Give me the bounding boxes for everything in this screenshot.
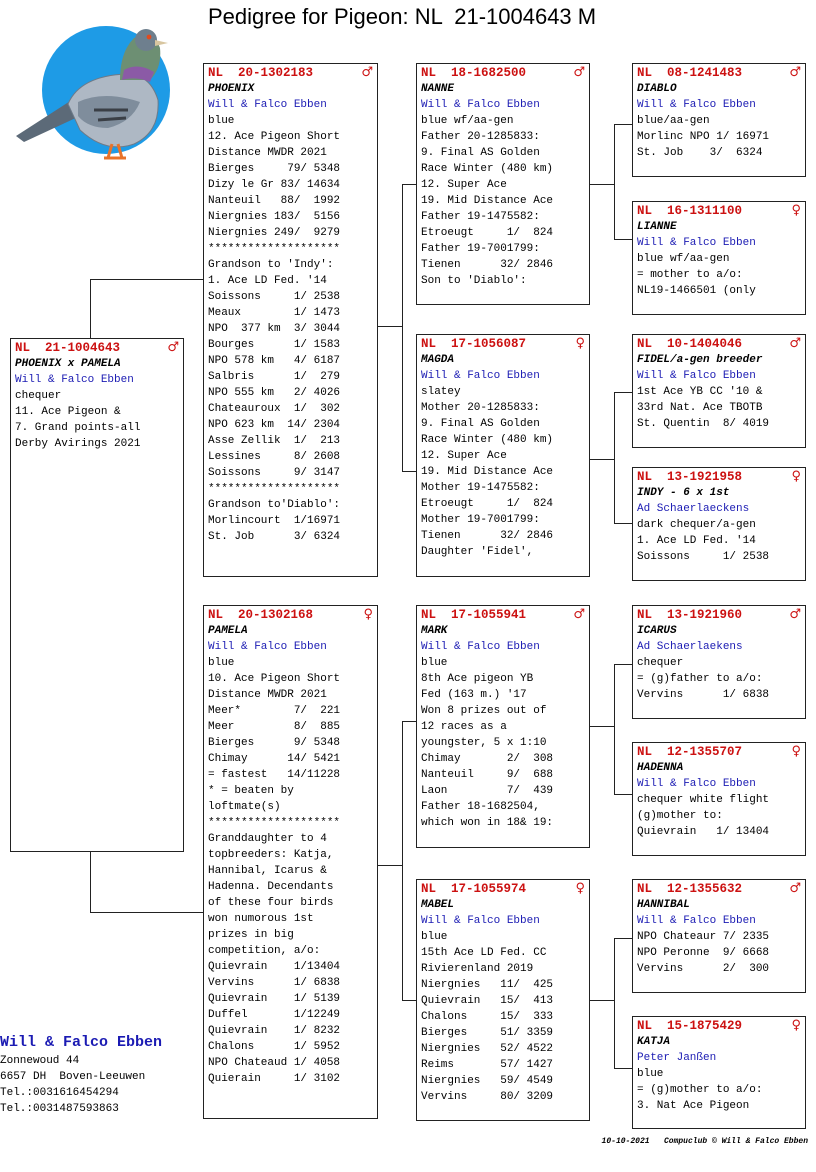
ring-number: NL 17-1055941	[421, 608, 527, 622]
detail-line: NPO Peronne 9/ 6668	[637, 947, 770, 959]
pigeon-name: INDY - 6 x 1st	[637, 487, 730, 499]
detail-line: Vervins 80/ 3209	[421, 1091, 554, 1103]
connector-line	[90, 279, 204, 280]
owner-phone-2: Tel.:0031487593863	[0, 1103, 119, 1115]
connector-line	[614, 392, 615, 524]
detail-line: = mother to a/o:	[637, 269, 743, 281]
detail-line: Soissons 1/ 2538	[637, 551, 770, 563]
ring-number: NL 16-1311100	[637, 204, 743, 218]
breeder-name: Will & Falco Ebben	[208, 99, 327, 111]
footer-credit: Compuclub © Will & Falco Ebben	[663, 1137, 808, 1146]
detail-line: topbreeders: Katja,	[208, 849, 334, 861]
detail-line: 12 races as a	[421, 721, 507, 733]
detail-line: blue wf/aa-gen	[421, 115, 514, 127]
detail-line: Distance MWDR 2021	[208, 147, 327, 159]
pigeon-name: HADENNA	[637, 762, 684, 774]
owner-block	[0, 1033, 162, 1117]
detail-line: Meer* 7/ 221	[208, 705, 341, 717]
detail-line: blue	[421, 657, 448, 669]
detail-line: loftmate(s)	[208, 801, 281, 813]
pigeon-name: MABEL	[421, 899, 455, 911]
connector-line	[614, 938, 615, 1069]
detail-line: Niergnies 11/ 425	[421, 979, 554, 991]
detail-line: blue/aa-gen	[637, 115, 710, 127]
detail-line: Race Winter (480 km)	[421, 434, 554, 446]
detail-line: ********************	[208, 483, 341, 495]
detail-line: Asse Zellik 1/ 213	[208, 435, 341, 447]
pedigree-box-subject	[10, 338, 184, 852]
detail-line: Etroeugt 1/ 824	[421, 227, 554, 239]
detail-line: Derby Avirings 2021	[15, 438, 141, 450]
detail-line: St. Job 3/ 6324	[637, 147, 763, 159]
detail-line: NL19-1466501 (only	[637, 285, 756, 297]
detail-line: Quievrain 1/ 8232	[208, 1025, 341, 1037]
detail-line: NPO 578 km 4/ 6187	[208, 355, 341, 367]
male-icon: ♂	[573, 607, 585, 622]
breeder-name: Will & Falco Ebben	[637, 237, 756, 249]
box-header	[417, 64, 589, 81]
detail-line: Bourges 1/ 1583	[208, 339, 341, 351]
owner-phone-1: Tel.:0031616454294	[0, 1087, 119, 1099]
detail-line: 1. Ace LD Fed. '14	[637, 535, 756, 547]
detail-line: Niergnies 59/ 4549	[421, 1075, 554, 1087]
connector-line	[614, 124, 615, 240]
detail-line: 33rd Nat. Ace TBOTB	[637, 402, 763, 414]
ring-number: NL 10-1404046	[637, 337, 743, 351]
detail-line: Duffel 1/12249	[208, 1009, 341, 1021]
detail-line: Mother 19-7001799:	[421, 514, 540, 526]
detail-line: blue	[208, 657, 235, 669]
detail-line: NPO 555 km 2/ 4026	[208, 387, 341, 399]
detail-line: prizes in big	[208, 929, 294, 941]
detail-line: St. Job 3/ 6324	[208, 531, 341, 543]
detail-line: 19. Mid Distance Ace	[421, 466, 554, 478]
connector-line	[402, 1000, 417, 1001]
detail-line: = (g)mother to a/o:	[637, 1084, 763, 1096]
connector-line	[90, 912, 204, 913]
pigeon-name: NANNE	[421, 83, 455, 95]
ring-number: NL 20-1302168	[208, 608, 314, 622]
breeder-name: Will & Falco Ebben	[637, 370, 756, 382]
detail-line: Bierges 9/ 5348	[208, 737, 341, 749]
connector-line	[402, 721, 417, 722]
pedigree-box-sd-sire	[632, 334, 806, 448]
detail-line: youngster, 5 x 1:10	[421, 737, 547, 749]
breeder-name: Ad Schaerlaeckens	[637, 503, 750, 515]
ring-number: NL 12-1355707	[637, 745, 743, 759]
connector-line	[377, 865, 403, 866]
box-header	[417, 606, 589, 623]
detail-line: Vervins 2/ 300	[637, 963, 770, 975]
detail-line: 12. Super Ace	[421, 450, 507, 462]
ring-number: NL 08-1241483	[637, 66, 743, 80]
detail-line: Soissons 9/ 3147	[208, 467, 341, 479]
box-header	[633, 468, 805, 485]
connector-line	[589, 184, 615, 185]
breeder-name: Will & Falco Ebben	[421, 915, 540, 927]
pedigree-box-ss-sire	[632, 63, 806, 177]
ring-number: NL 15-1875429	[637, 1019, 743, 1033]
pedigree-box-ds-dam	[632, 742, 806, 856]
detail-line: of these four birds	[208, 897, 334, 909]
connector-line	[614, 239, 633, 240]
breeder-name: Will & Falco Ebben	[637, 778, 756, 790]
detail-line: Chalons 15/ 333	[421, 1011, 554, 1023]
breeder-name: Will & Falco Ebben	[637, 915, 756, 927]
pedigree-box-dam-dam	[416, 879, 590, 1121]
pedigree-box-sd-dam	[632, 467, 806, 581]
female-icon: ♀	[791, 1018, 801, 1033]
pedigree-box-sire	[203, 63, 378, 577]
detail-line: 15th Ace LD Fed. CC	[421, 947, 547, 959]
breeder-name: Will & Falco Ebben	[15, 374, 134, 386]
detail-line: 12. Super Ace	[421, 179, 507, 191]
detail-line: Niergnies 249/ 9279	[208, 227, 341, 239]
detail-line: chequer	[637, 657, 684, 669]
breeder-name: Will & Falco Ebben	[421, 370, 540, 382]
detail-line: Father 19-7001799:	[421, 243, 540, 255]
detail-line: ********************	[208, 243, 341, 255]
detail-line: Niergnies 52/ 4522	[421, 1043, 554, 1055]
breeder-name: Will & Falco Ebben	[421, 99, 540, 111]
detail-line: dark chequer/a-gen	[637, 519, 756, 531]
owner-postcode-city: 6657 DH Boven-Leeuwen	[0, 1071, 146, 1083]
male-icon: ♂	[789, 65, 801, 80]
box-header	[417, 880, 589, 897]
detail-line: NPO Chateaur 7/ 2335	[637, 931, 770, 943]
pigeon-name: MAGDA	[421, 354, 455, 366]
detail-line: ********************	[208, 817, 341, 829]
detail-line: Nanteuil 88/ 1992	[208, 195, 341, 207]
pedigree-box-sire-dam	[416, 334, 590, 577]
detail-line: Chimay 2/ 308	[421, 753, 554, 765]
detail-line: Quievrain 15/ 413	[421, 995, 554, 1007]
ring-number: NL 13-1921958	[637, 470, 743, 484]
detail-line: slatey	[421, 386, 461, 398]
detail-line: blue	[637, 1068, 664, 1080]
pigeon-name: KATJA	[637, 1036, 671, 1048]
connector-line	[614, 664, 633, 665]
detail-line: Father 19-1475582:	[421, 211, 540, 223]
pigeon-name: DIABLO	[637, 83, 677, 95]
pigeon-name: FIDEL/a-gen breeder	[637, 354, 763, 366]
detail-line: = (g)father to a/o:	[637, 673, 763, 685]
detail-line: Meer 8/ 885	[208, 721, 341, 733]
box-header	[633, 606, 805, 623]
connector-line	[614, 664, 615, 795]
pigeon-beak-icon	[155, 40, 168, 46]
owner-address: Zonnewoud 44	[0, 1055, 80, 1067]
male-icon: ♂	[167, 340, 179, 355]
detail-line: Chateauroux 1/ 302	[208, 403, 341, 415]
page-title: Pedigree for Pigeon: NL 21-1004643 M	[208, 4, 597, 29]
detail-line: won numorous 1st	[208, 913, 314, 925]
detail-line: 1. Ace LD Fed. '14	[208, 275, 327, 287]
pedigree-box-dam-sire	[416, 605, 590, 848]
ring-number: NL 13-1921960	[637, 608, 743, 622]
detail-line: Rivierenland 2019	[421, 963, 534, 975]
detail-line: Mother 20-1285833:	[421, 402, 540, 414]
detail-line: Vervins 1/ 6838	[637, 689, 770, 701]
pigeon-logo	[8, 18, 178, 163]
detail-line: Meaux 1/ 1473	[208, 307, 341, 319]
detail-line: NPO 623 km 14/ 2304	[208, 419, 341, 431]
ring-number: NL 18-1682500	[421, 66, 527, 80]
detail-line: Father 18-1682504,	[421, 801, 540, 813]
detail-line: competition, a/o:	[208, 945, 321, 957]
detail-line: which won in 18& 19:	[421, 817, 554, 829]
detail-line: (g)mother to:	[637, 810, 723, 822]
owner-name: Will & Falco Ebben	[0, 1034, 163, 1051]
box-header	[633, 335, 805, 352]
detail-line: Grandson to'Diablo':	[208, 499, 341, 511]
pedigree-box-ss-dam	[632, 201, 806, 315]
detail-line: = fastest 14/11228	[208, 769, 341, 781]
footer-date: 10-10-2021	[601, 1137, 650, 1146]
detail-line: Morlinc NPO 1/ 16971	[637, 131, 770, 143]
detail-line: Dizy le Gr 83/ 14634	[208, 179, 341, 191]
detail-line: Reims 57/ 1427	[421, 1059, 554, 1071]
connector-line	[589, 1000, 615, 1001]
detail-line: Father 20-1285833:	[421, 131, 540, 143]
ring-number: NL 21-1004643	[15, 341, 121, 355]
detail-line: Niergnies 183/ 5156	[208, 211, 341, 223]
detail-line: Quierain 1/ 3102	[208, 1073, 341, 1085]
breeder-name: Peter Janßen	[637, 1052, 717, 1064]
detail-line: 3. Nat Ace Pigeon	[637, 1100, 750, 1112]
ring-number: NL 17-1055974	[421, 882, 527, 896]
detail-line: Lessines 8/ 2608	[208, 451, 341, 463]
box-header	[633, 202, 805, 219]
pedigree-box-dam	[203, 605, 378, 1119]
ring-number: NL 20-1302183	[208, 66, 314, 80]
ring-number: NL 17-1056087	[421, 337, 527, 351]
pigeon-name: MARK	[421, 625, 448, 637]
detail-line: Tienen 32/ 2846	[421, 259, 554, 271]
detail-line: 12. Ace Pigeon Short	[208, 131, 341, 143]
connector-line	[614, 1068, 633, 1069]
male-icon: ♂	[361, 65, 373, 80]
pedigree-box-dd-sire	[632, 879, 806, 993]
male-icon: ♂	[789, 881, 801, 896]
pigeon-name: PHOENIX x PAMELA	[15, 358, 121, 370]
pedigree-box-ds-sire	[632, 605, 806, 719]
detail-line: Distance MWDR 2021	[208, 689, 327, 701]
detail-line: Tienen 32/ 2846	[421, 530, 554, 542]
detail-line: Etroeugt 1/ 824	[421, 498, 554, 510]
detail-line: 8th Ace pigeon YB	[421, 673, 534, 685]
detail-line: Race Winter (480 km)	[421, 163, 554, 175]
detail-line: St. Quentin 8/ 4019	[637, 418, 770, 430]
breeder-name: Will & Falco Ebben	[208, 641, 327, 653]
breeder-name: Ad Schaerlaekens	[637, 641, 743, 653]
pedigree-box-sire-sire	[416, 63, 590, 305]
detail-line: 19. Mid Distance Ace	[421, 195, 554, 207]
male-icon: ♂	[789, 607, 801, 622]
detail-line: 11. Ace Pigeon &	[15, 406, 121, 418]
detail-line: blue	[421, 931, 448, 943]
male-icon: ♂	[573, 65, 585, 80]
detail-line: blue	[208, 115, 235, 127]
detail-line: Granddaughter to 4	[208, 833, 327, 845]
detail-line: Laon 7/ 439	[421, 785, 554, 797]
detail-line: Quievrain 1/ 13404	[637, 826, 770, 838]
pigeon-name: HANNIBAL	[637, 899, 690, 911]
box-header	[417, 335, 589, 352]
detail-line: Quievrain 1/13404	[208, 961, 341, 973]
detail-line: Salbris 1/ 279	[208, 371, 341, 383]
connector-line	[614, 392, 633, 393]
connector-line	[614, 523, 633, 524]
connector-line	[614, 794, 633, 795]
pigeon-name: PHOENIX	[208, 83, 255, 95]
detail-line: Nanteuil 9/ 688	[421, 769, 554, 781]
detail-line: Bierges 79/ 5348	[208, 163, 341, 175]
detail-line: chequer white flight	[637, 794, 770, 806]
pigeon-name: LIANNE	[637, 221, 677, 233]
box-header	[204, 64, 377, 81]
female-icon: ♀	[363, 607, 373, 622]
detail-line: Bierges 51/ 3359	[421, 1027, 554, 1039]
detail-line: NPO 377 km 3/ 3044	[208, 323, 341, 335]
breeder-name: Will & Falco Ebben	[637, 99, 756, 111]
detail-line: Hadenna. Decendants	[208, 881, 334, 893]
detail-line: NPO Chateaud 1/ 4058	[208, 1057, 341, 1069]
box-header	[633, 64, 805, 81]
footer	[602, 1137, 808, 1146]
detail-line: Morlincourt 1/16971	[208, 515, 341, 527]
detail-line: Chimay 14/ 5421	[208, 753, 341, 765]
detail-line: chequer	[15, 390, 62, 402]
pigeon-name: ICARUS	[637, 625, 677, 637]
male-icon: ♂	[789, 336, 801, 351]
box-header	[633, 880, 805, 897]
connector-line	[614, 124, 633, 125]
connector-line	[402, 184, 417, 185]
detail-line: Soissons 1/ 2538	[208, 291, 341, 303]
breeder-name: Will & Falco Ebben	[421, 641, 540, 653]
detail-line: Hannibal, Icarus &	[208, 865, 327, 877]
female-icon: ♀	[791, 744, 801, 759]
connector-line	[402, 721, 403, 1001]
ring-number: NL 12-1355632	[637, 882, 743, 896]
detail-line: Quievrain 1/ 5139	[208, 993, 341, 1005]
pedigree-box-dd-dam	[632, 1016, 806, 1129]
detail-line: Son to 'Diablo':	[421, 275, 527, 287]
connector-line	[589, 459, 615, 460]
detail-line: 10. Ace Pigeon Short	[208, 673, 341, 685]
female-icon: ♀	[575, 881, 585, 896]
detail-line: 9. Final AS Golden	[421, 418, 540, 430]
connector-line	[402, 471, 417, 472]
female-icon: ♀	[791, 203, 801, 218]
detail-line: Grandson to 'Indy':	[208, 259, 334, 271]
connector-line	[402, 184, 403, 472]
box-header	[11, 339, 183, 356]
box-header	[633, 743, 805, 760]
detail-line: blue wf/aa-gen	[637, 253, 730, 265]
female-icon: ♀	[791, 469, 801, 484]
pigeon-eye-icon	[147, 35, 152, 40]
detail-line: Mother 19-1475582:	[421, 482, 540, 494]
pigeon-head-icon	[135, 29, 157, 51]
female-icon: ♀	[575, 336, 585, 351]
connector-line	[614, 938, 633, 939]
detail-line: Vervins 1/ 6838	[208, 977, 341, 989]
box-header	[204, 606, 377, 623]
connector-line	[90, 279, 91, 341]
detail-line: 1st Ace YB CC '10 &	[637, 386, 763, 398]
detail-line: Won 8 prizes out of	[421, 705, 547, 717]
detail-line: 7. Grand points-all	[15, 422, 141, 434]
connector-line	[589, 726, 615, 727]
pigeon-name: PAMELA	[208, 625, 248, 637]
detail-line: Fed (163 m.) '17	[421, 689, 527, 701]
detail-line: Chalons 1/ 5952	[208, 1041, 341, 1053]
detail-line: Daughter 'Fidel',	[421, 546, 534, 558]
detail-line: * = beaten by	[208, 785, 294, 797]
connector-line	[90, 851, 91, 913]
box-header	[633, 1017, 805, 1034]
detail-line: 9. Final AS Golden	[421, 147, 540, 159]
connector-line	[377, 326, 403, 327]
